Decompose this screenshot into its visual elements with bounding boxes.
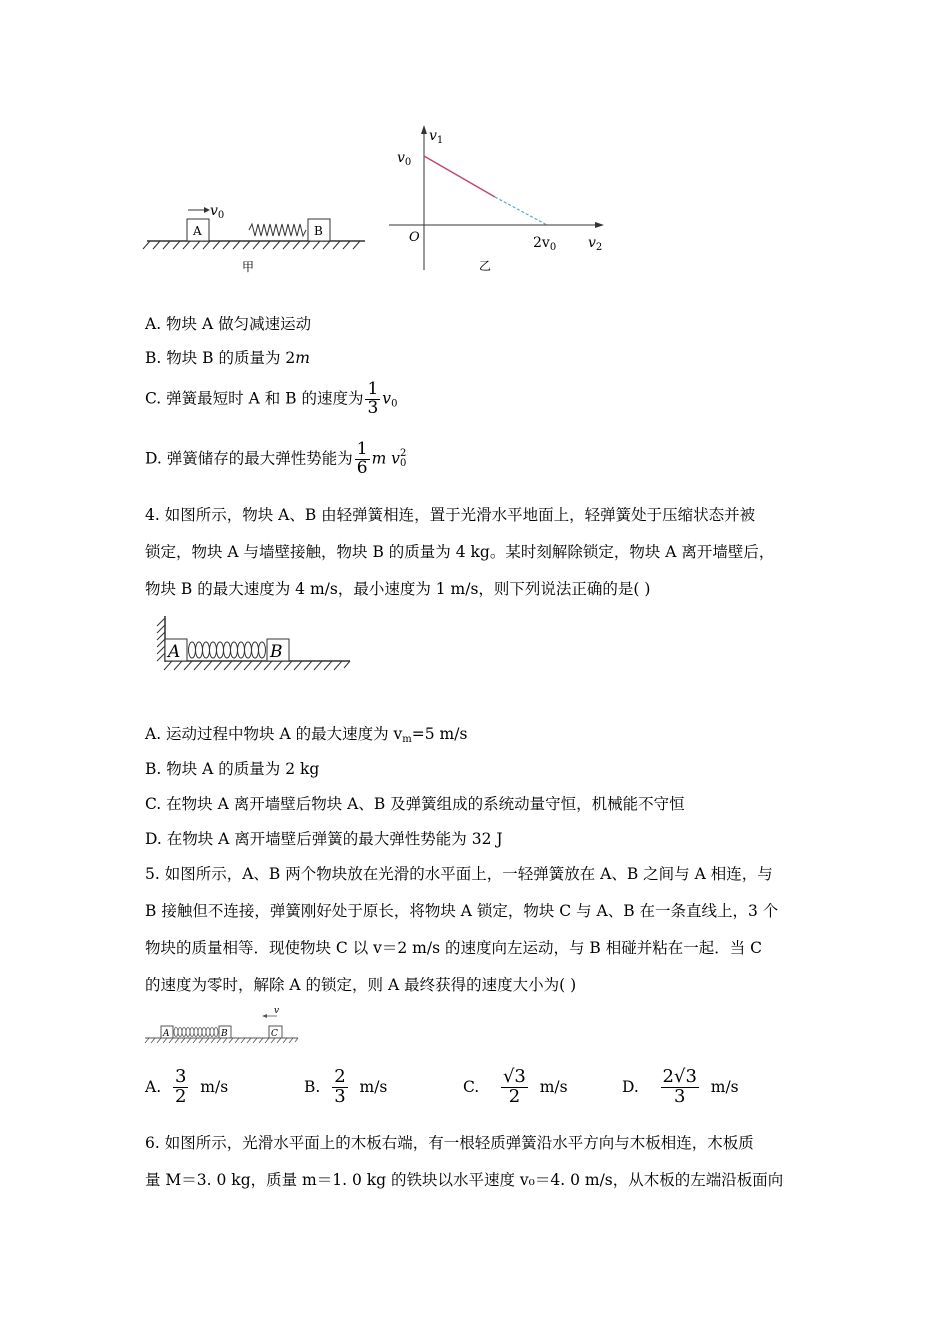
q5-v-label: v xyxy=(274,1006,280,1016)
q4-text-line-3: 物块 B 的最大速度为 4 m/s，最小速度为 1 m/s，则下列说法正确的是( ) xyxy=(145,580,651,598)
q6-text-line-2: 量 M＝3. 0 kg，质量 m＝1. 0 kg 的铁块以水平速度 v₀＝4. 0 m/s，从木板的左端沿板面向 xyxy=(145,1171,784,1189)
solid-segment xyxy=(424,156,495,197)
q4-spring xyxy=(189,642,266,658)
figure-jia xyxy=(140,195,370,285)
figure-yi xyxy=(385,120,615,280)
spring-zigzag xyxy=(249,224,306,236)
axis-v2-label: $v_2$ xyxy=(588,235,603,253)
q4-block-b-label: B xyxy=(270,642,283,662)
q6-text-line-1: 6. 如图所示，光滑水平面上的木板右端，有一根轻质弹簧沿水平方向与木板相连，木板质 xyxy=(145,1134,754,1152)
q4-option-c: C. 在物块 A 离开墙壁后物块 A、B 及弹簧组成的系统动量守恒，机械能不守恒 xyxy=(145,795,685,813)
q5-option-b: B. $\frac{2}{3}$ m/s xyxy=(304,1066,388,1107)
q4-text-line-2: 锁定，物块 A 与墙壁接触，物块 B 的质量为 4 kg。某时刻解除锁定，物块 A 离开墙壁后， xyxy=(145,543,775,561)
v0-label: $v_0$ xyxy=(210,203,225,221)
q3-option-d: D. 弹簧储存的最大弹性势能为 $\frac{1}{6}$ m v 2 0 xyxy=(145,439,407,478)
q4-block-a-label: A xyxy=(168,642,181,662)
q4-option-b: B. 物块 A 的质量为 2 kg xyxy=(145,760,320,778)
q3-option-b: B. 物块 B 的质量为 2m xyxy=(145,349,310,367)
v0-tick-label: $v_0$ xyxy=(397,150,412,168)
caption-jia: 甲 xyxy=(242,260,255,274)
q5-block-b-label: B xyxy=(221,1029,228,1039)
block-b-label: B xyxy=(314,224,323,238)
figure-q5 xyxy=(143,1005,303,1047)
q4-text-line-1: 4. 如图所示，物块 A、B 由轻弹簧相连，置于光滑水平地面上，轻弹簧处于压缩状态并被 xyxy=(145,506,756,524)
q5-text-line-1: 5. 如图所示，A、B 两个物块放在光滑的水平面上，一轻弹簧放在 A、B 之间与 A 相连，与 xyxy=(145,865,773,883)
dashed-segment xyxy=(495,197,547,225)
figure-q4 xyxy=(150,612,355,677)
q5-block-c-label: C xyxy=(271,1029,278,1039)
q3-option-c: C. 弹簧最短时 A 和 B 的速度为 $\frac{1}{3}$ $v_0$ xyxy=(145,379,398,418)
q5-text-line-3: 物块的质量相等．现使物块 C 以 v＝2 m/s 的速度向左运动，与 B 相碰并粘在一起．当 C xyxy=(145,939,763,957)
block-a-label: A xyxy=(193,224,202,238)
q5-text-line-4: 的速度为零时，解除 A 的锁定，则 A 最终获得的速度大小为( ) xyxy=(145,976,577,994)
q5-option-c: C. $\frac{√3}{2}$ m/s xyxy=(463,1066,568,1107)
q5-option-d: D. $\frac{2√3}{3}$ m/s xyxy=(622,1066,739,1107)
q5-option-a: A. $\frac{3}{2}$ m/s xyxy=(145,1066,229,1107)
q4-option-a: A. 运动过程中物块 A 的最大速度为 $v_m=5$ m/s xyxy=(145,725,468,745)
q5-block-a-label: A xyxy=(163,1029,170,1039)
axis-v1-label: $v_1$ xyxy=(429,128,444,146)
q5-text-line-2: B 接触但不连接，弹簧刚好处于原长，将物块 A 锁定，物块 C 与 A、B 在一条直线上，3 个 xyxy=(145,902,779,920)
2v0-tick-label: $2v_0$ xyxy=(533,235,557,253)
q5-spring xyxy=(174,1028,218,1037)
q4-option-d: D. 在物块 A 离开墙壁后弹簧的最大弹性势能为 32 J xyxy=(145,830,503,848)
origin-label: O xyxy=(409,230,420,245)
caption-yi: 乙 xyxy=(479,259,492,273)
q3-option-a: A. 物块 A 做匀减速运动 xyxy=(145,315,312,333)
